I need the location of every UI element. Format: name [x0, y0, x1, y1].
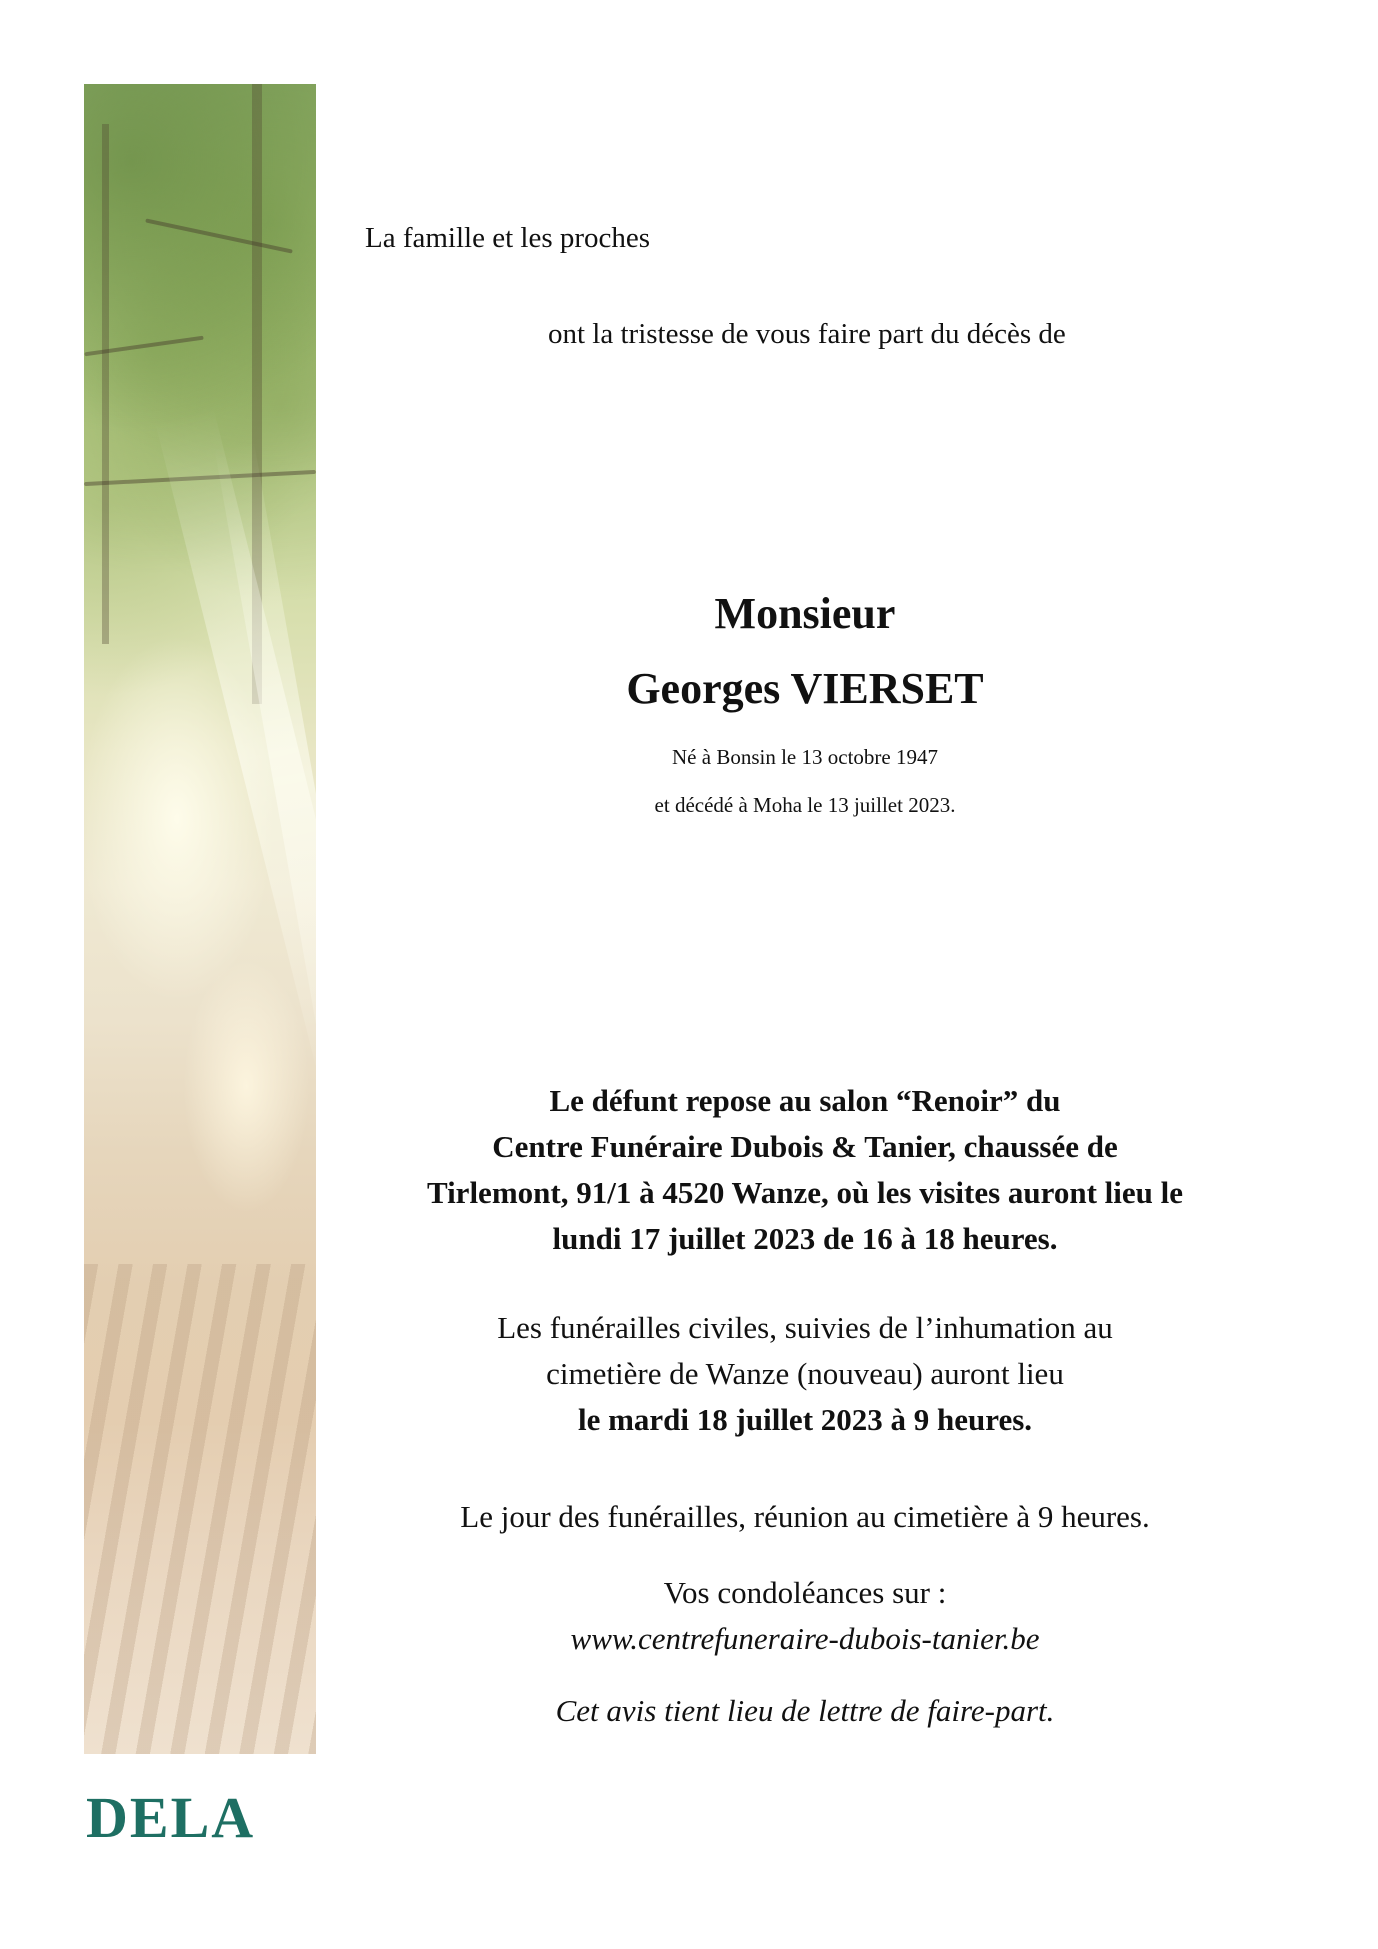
repose-line: Le défunt repose au salon “Renoir” du: [549, 1083, 1061, 1118]
death-info: et décédé à Moha le 13 juillet 2023.: [654, 793, 956, 817]
forest-path-image: [84, 84, 316, 1754]
intro-family: La famille et les proches: [365, 222, 651, 254]
repose-paragraph: [340, 1078, 1270, 1262]
condolences-block: [340, 1570, 1270, 1662]
repose-line: Centre Funéraire Dubois & Tanier, chaussée de: [492, 1129, 1118, 1164]
dela-logo: [86, 1786, 318, 1850]
dela-logo-text: DELA: [86, 1785, 256, 1850]
tree-trunk: [102, 124, 109, 644]
repose-line: lundi 17 juillet 2023 de 16 à 18 heures.: [552, 1221, 1058, 1256]
intro-announcement: ont la tristesse de vous faire part du décès de: [548, 318, 1066, 350]
deceased-name: Georges VIERSET: [626, 664, 984, 713]
funeral-line: Les funérailles civiles, suivies de l’inhumation au: [497, 1310, 1113, 1345]
funeral-line: cimetière de Wanze (nouveau) auront lieu: [546, 1356, 1064, 1391]
gathering-info: Le jour des funérailles, réunion au cimetière à 9 heures.: [460, 1499, 1150, 1534]
birth-info: Né à Bonsin le 13 octobre 1947: [672, 745, 938, 769]
funeral-date: le mardi 18 juillet 2023 à 9 heures.: [577, 1402, 1033, 1437]
notice-text: Cet avis tient lieu de lettre de faire-part.: [555, 1693, 1055, 1728]
condolences-url[interactable]: www.centrefuneraire-dubois-tanier.be: [570, 1621, 1040, 1656]
deceased-title: Monsieur: [714, 589, 896, 638]
repose-line: Tirlemont, 91/1 à 4520 Wanze, où les visites auront lieu le: [426, 1175, 1184, 1210]
funeral-paragraph: [340, 1305, 1270, 1443]
condolences-lead: Vos condoléances sur :: [663, 1575, 947, 1610]
path-shadows: [84, 1264, 316, 1754]
